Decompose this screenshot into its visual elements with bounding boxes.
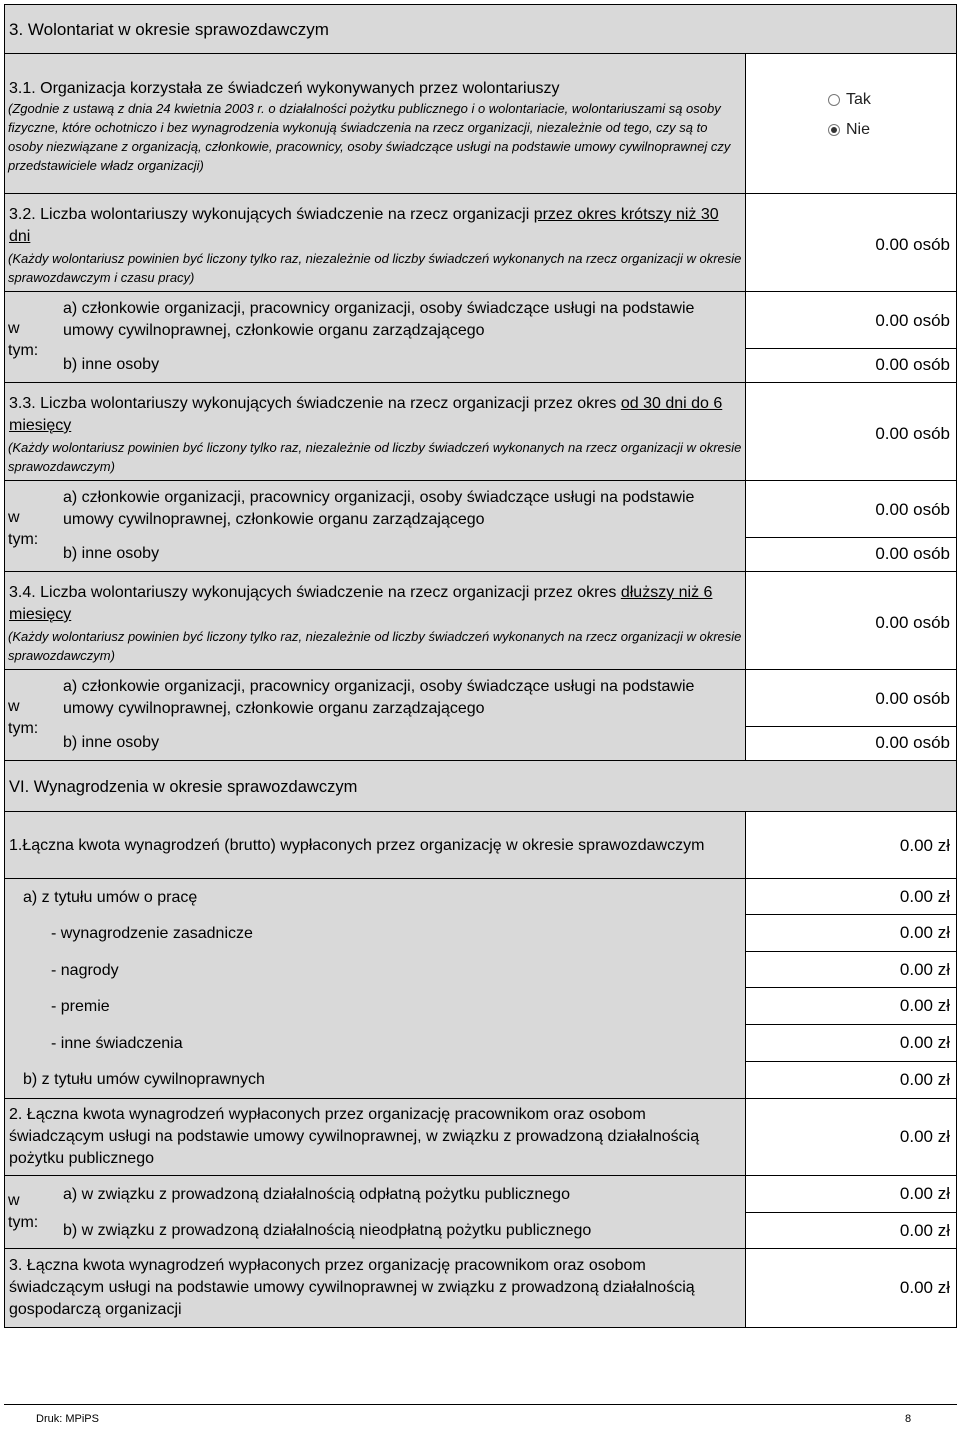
q32-wtym-box xyxy=(4,291,746,383)
s6-row-a-label: a) z tytułu umów o pracę xyxy=(23,889,198,906)
q34-b-value: 0.00 osób xyxy=(875,733,950,752)
s6-row-other-value: 0.00 zł xyxy=(899,1033,950,1052)
q33-item-a: a) członkowie organizacji, pracownicy organizacji, osoby świadczące usługi na podstawie umowy cywilnoprawnej, członkowie organu zarządzającego xyxy=(63,489,695,528)
q33-wtym-label: w tym: xyxy=(8,509,39,548)
q33-title-emphasis: od 30 dni do 6 miesięcy xyxy=(9,395,723,434)
section-6-header xyxy=(4,760,957,812)
option-nie-label: Nie xyxy=(846,121,871,138)
q34-value: 0.00 osób xyxy=(875,613,950,632)
q32-item-b: b) inne osoby xyxy=(63,356,160,373)
s6-row-awards-label: - nagrody xyxy=(51,962,119,979)
q33-wtym-box xyxy=(4,480,746,572)
q34-value-box xyxy=(745,571,957,670)
s6-q2-value: 0.00 zł xyxy=(899,1127,950,1146)
q32-wtym-label: w tym: xyxy=(8,320,39,359)
s6-row-b-value-box xyxy=(745,1061,957,1099)
q32-b-value-box xyxy=(745,348,957,383)
q33-b-value: 0.00 osób xyxy=(875,544,950,563)
q34-title xyxy=(9,582,743,626)
option-nie[interactable] xyxy=(828,119,870,141)
s6-q1-label-box xyxy=(4,811,746,879)
q33-b-value-box xyxy=(745,537,957,572)
q31-question-box xyxy=(4,53,746,194)
q34-b-value-box xyxy=(745,726,957,761)
q31-answer-box xyxy=(745,53,957,194)
footer-page-number: 8 xyxy=(905,1413,912,1425)
q34-a-value-box xyxy=(745,669,957,727)
section-3-header xyxy=(4,4,957,54)
s6-row-b-value: 0.00 zł xyxy=(899,1070,950,1089)
q32-b-value: 0.00 osób xyxy=(875,355,950,374)
q33-title xyxy=(9,393,743,437)
s6-q2b-value: 0.00 zł xyxy=(899,1221,950,1240)
q33-value: 0.00 osób xyxy=(875,424,950,443)
q32-a-value: 0.00 osób xyxy=(875,311,950,330)
s6-q2a-value-box xyxy=(745,1175,957,1213)
s6-row-base-value: 0.00 zł xyxy=(899,923,950,942)
s6-q2-wtym-label: w tym: xyxy=(8,1192,39,1231)
q33-title-prefix: 3.3. Liczba wolontariuszy wykonujących świadczenie na rzecz organizacji przez okres xyxy=(9,395,621,412)
s6-row-a-value: 0.00 zł xyxy=(899,887,950,906)
section-6-title: VI. Wynagrodzenia w okresie sprawozdawczym xyxy=(9,778,358,796)
s6-q2a-value: 0.00 zł xyxy=(899,1184,950,1203)
s6-q3-label: 3. Łączna kwota wynagrodzeń wypłaconych przez organizację pracownikom oraz osobom świadczącym usługi na podstawie umowy cywilnoprawnej w związku z prowadzoną działalnością gospodarczą organizacji xyxy=(9,1257,695,1318)
q33-note: (Każdy wolontariusz powinien być liczony tylko raz, niezależnie od liczby świadczeń wykonanych na rzecz organizacji w okresie sprawozdawczym) xyxy=(8,440,742,474)
q34-wtym-box xyxy=(4,669,746,761)
q31-title: 3.1. Organizacja korzystała ze świadczeń wykonywanych przez wolontariuszy xyxy=(9,80,560,97)
q32-note: (Każdy wolontariusz powinien być liczony tylko raz, niezależnie od liczby świadczeń wykonanych na rzecz organizacji w okresie sprawozdawczym i czasu pracy) xyxy=(8,251,742,285)
s6-q1-value: 0.00 zł xyxy=(899,836,950,855)
s6-row-a-value-box xyxy=(745,878,957,915)
q32-title-emphasis: przez okres krótszy niż 30 dni xyxy=(9,206,719,245)
s6-row-awards-value-box xyxy=(745,951,957,988)
s6-row-base-value-box xyxy=(745,914,957,952)
q34-a-value: 0.00 osób xyxy=(875,689,950,708)
s6-q2a-label: a) w związku z prowadzoną działalnością odpłatną pożytku publicznego xyxy=(63,1186,570,1203)
s6-row-bonus-value: 0.00 zł xyxy=(899,996,950,1015)
radio-nie[interactable] xyxy=(828,124,840,136)
q33-a-value-box xyxy=(745,480,957,538)
s6-q3-value-box xyxy=(745,1248,957,1328)
s6-row-other-value-box xyxy=(745,1024,957,1062)
s6-q2-wtym-box xyxy=(4,1175,746,1249)
option-tak[interactable] xyxy=(828,89,871,111)
s6-q2b-value-box xyxy=(745,1212,957,1249)
q32-item-a: a) członkowie organizacji, pracownicy organizacji, osoby świadczące usługi na podstawie umowy cywilnoprawnej, członkowie organu zarządzającego xyxy=(63,300,695,339)
s6-q2b-label: b) w związku z prowadzoną działalnością nieodpłatną pożytku publicznego xyxy=(63,1222,592,1239)
s6-q2-label: 2. Łączna kwota wynagrodzeń wypłaconych przez organizację pracownikom oraz osobom świadczącym usługi na podstawie umowy cywilnoprawnej, w związku z prowadzoną działalnością pożytku publicznego xyxy=(9,1106,700,1167)
q32-value-box xyxy=(745,193,957,292)
q33-a-value: 0.00 osób xyxy=(875,500,950,519)
q34-note: (Każdy wolontariusz powinien być liczony tylko raz, niezależnie od liczby świadczeń wykonanych na rzecz organizacji w okresie sprawozdawczym) xyxy=(8,629,742,663)
footer-print-label: Druk: MPiPS xyxy=(36,1413,99,1425)
s6-row-bonus-value-box xyxy=(745,987,957,1025)
s6-q2-value-box xyxy=(745,1098,957,1176)
q34-title-emphasis: dłuższy niż 6 miesięcy xyxy=(9,584,713,623)
radio-tak[interactable] xyxy=(828,94,840,106)
q32-a-value-box xyxy=(745,291,957,349)
s6-q3-label-box xyxy=(4,1248,746,1328)
s6-row-b-label: b) z tytułu umów cywilnoprawnych xyxy=(23,1071,265,1088)
q34-item-a: a) członkowie organizacji, pracownicy organizacji, osoby świadczące usługi na podstawie umowy cywilnoprawnej, członkowie organu zarządzającego xyxy=(63,678,695,717)
q33-item-b: b) inne osoby xyxy=(63,545,160,562)
s6-q2-label-box xyxy=(4,1098,746,1176)
s6-q1-value-box xyxy=(745,811,957,879)
s6-row-awards-value: 0.00 zł xyxy=(899,960,950,979)
s6-q3-value: 0.00 zł xyxy=(899,1278,950,1297)
q32-value: 0.00 osób xyxy=(875,235,950,254)
q34-wtym-label: w tym: xyxy=(8,698,39,737)
footer-rule xyxy=(4,1404,957,1405)
section-3-title: 3. Wolontariat w okresie sprawozdawczym xyxy=(9,20,329,39)
s6-q1-label: 1.Łączna kwota wynagrodzeń (brutto) wypłaconych przez organizację w okresie sprawozdawczym xyxy=(9,837,705,854)
option-tak-label: Tak xyxy=(846,91,871,108)
q34-question-box xyxy=(4,571,746,670)
q32-title-prefix: 3.2. Liczba wolontariuszy wykonujących świadczenie na rzecz organizacji xyxy=(9,206,534,223)
s6-row-other-label: - inne świadczenia xyxy=(51,1035,183,1052)
s6-row-base-label: - wynagrodzenie zasadnicze xyxy=(51,925,253,942)
q34-title-prefix: 3.4. Liczba wolontariuszy wykonujących świadczenie na rzecz organizacji przez okres xyxy=(9,584,621,601)
q32-title xyxy=(9,204,743,248)
q32-question-box xyxy=(4,193,746,292)
q33-value-box xyxy=(745,382,957,481)
q33-question-box xyxy=(4,382,746,481)
s6-breakdown-box xyxy=(4,878,746,1099)
q34-item-b: b) inne osoby xyxy=(63,734,160,751)
s6-row-bonus-label: - premie xyxy=(51,998,110,1015)
q31-note: (Zgodnie z ustawą z dnia 24 kwietnia 2003 r. o działalności pożytku publicznego i o wolontariacie, wolontariuszami są osoby fizyczne, które ochotniczo i bez wynagrodzenia wykonują świadczenia na rzecz organizacji, niezależnie od tego, czy są to osoby niezwiązane z organizacją, członkowie, pracownicy, osoby świadczące usługi na podstawie umowy cywilnoprawnej czy przedstawiciele władz organizacji) xyxy=(8,101,731,173)
